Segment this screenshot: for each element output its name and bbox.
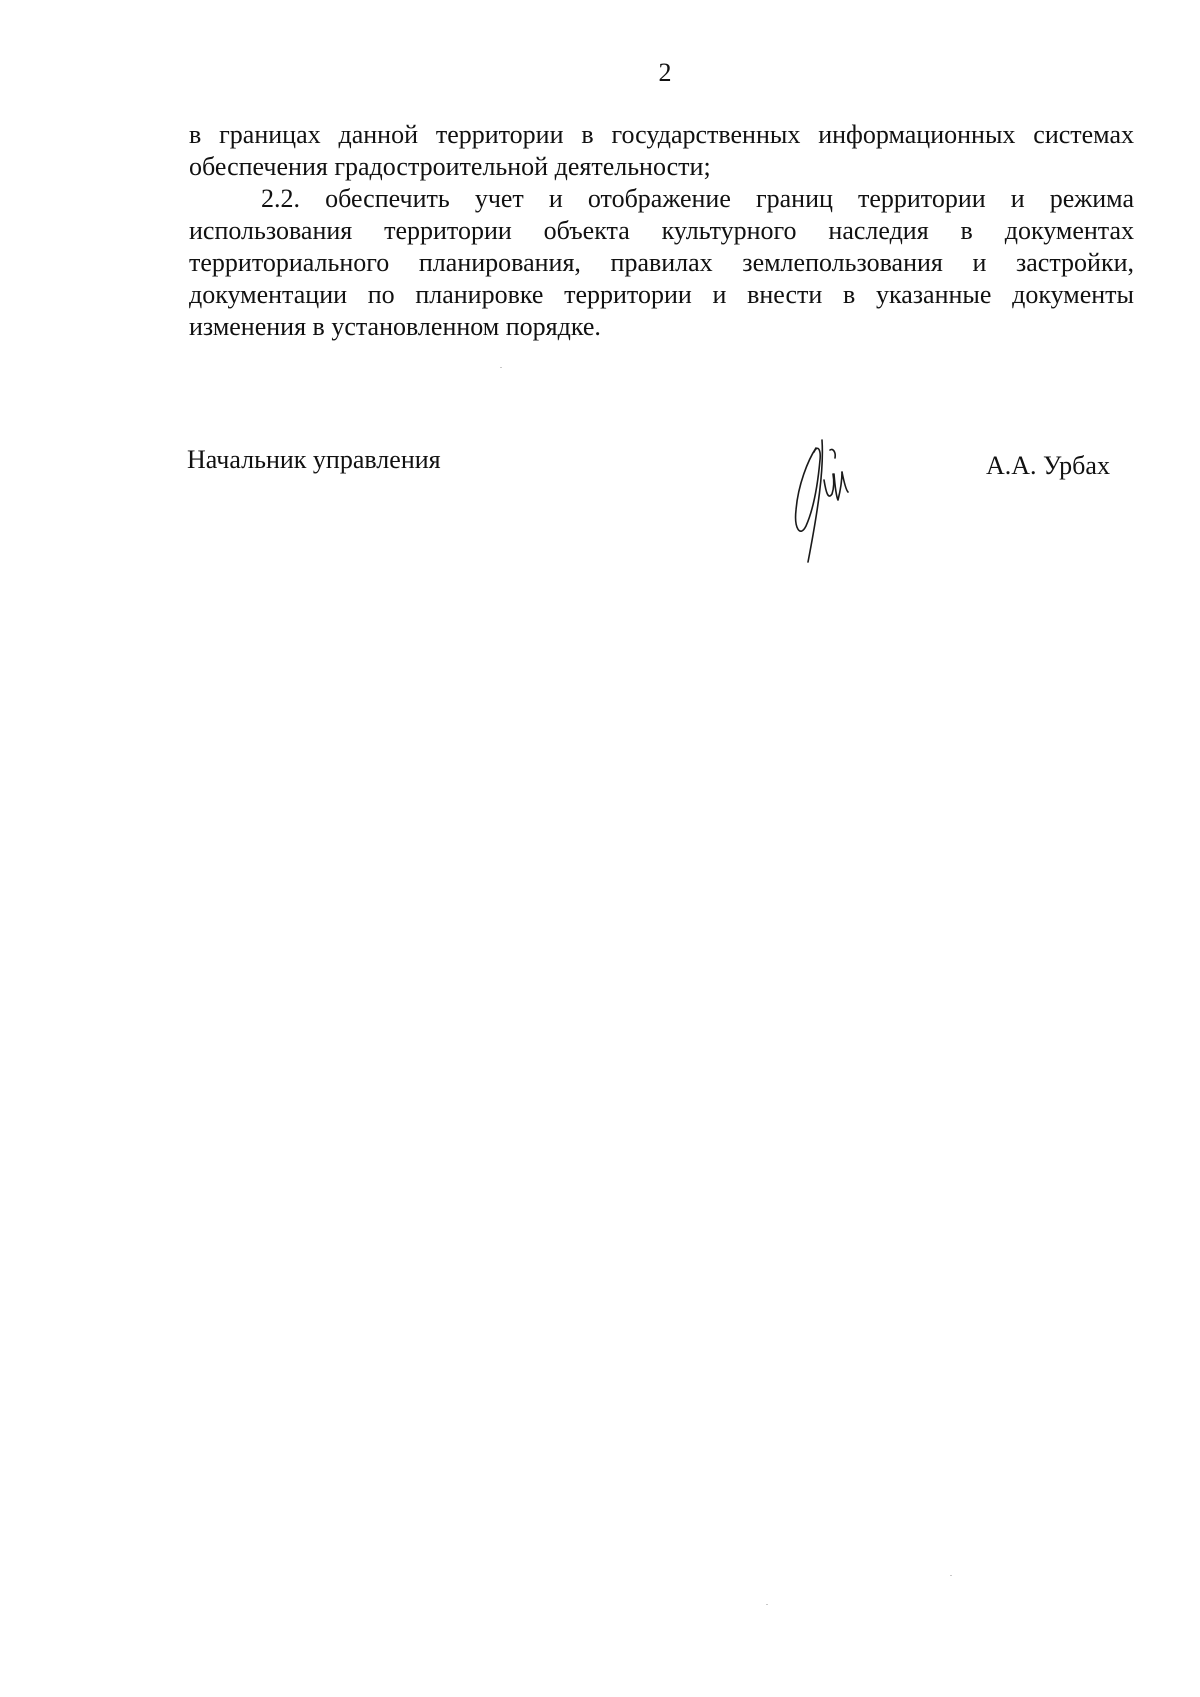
signature-block [0,440,1200,570]
document-body [189,119,1134,343]
paragraph-continuation: в границах данной территории в государственных информационных системах обеспечения градостроительной деятельности; [189,120,1134,181]
handwritten-signature [778,430,888,570]
scan-speck [766,1604,768,1605]
page-number: 2 [658,58,672,87]
signatory-position: Начальник управления [187,445,441,474]
scan-speck [950,1575,952,1576]
signatory-name: А.А. Урбах [986,451,1110,480]
scan-speck [500,367,502,368]
paragraph-item-2-2: 2.2. обеспечить учет и отображение границ территории и режима использования территории объекта культурного наследия в документах территориального планирования, правилах землепользования и застройки, документации по планировке территории и внести в указанные документы изменения в установленном порядке. [189,184,1134,341]
